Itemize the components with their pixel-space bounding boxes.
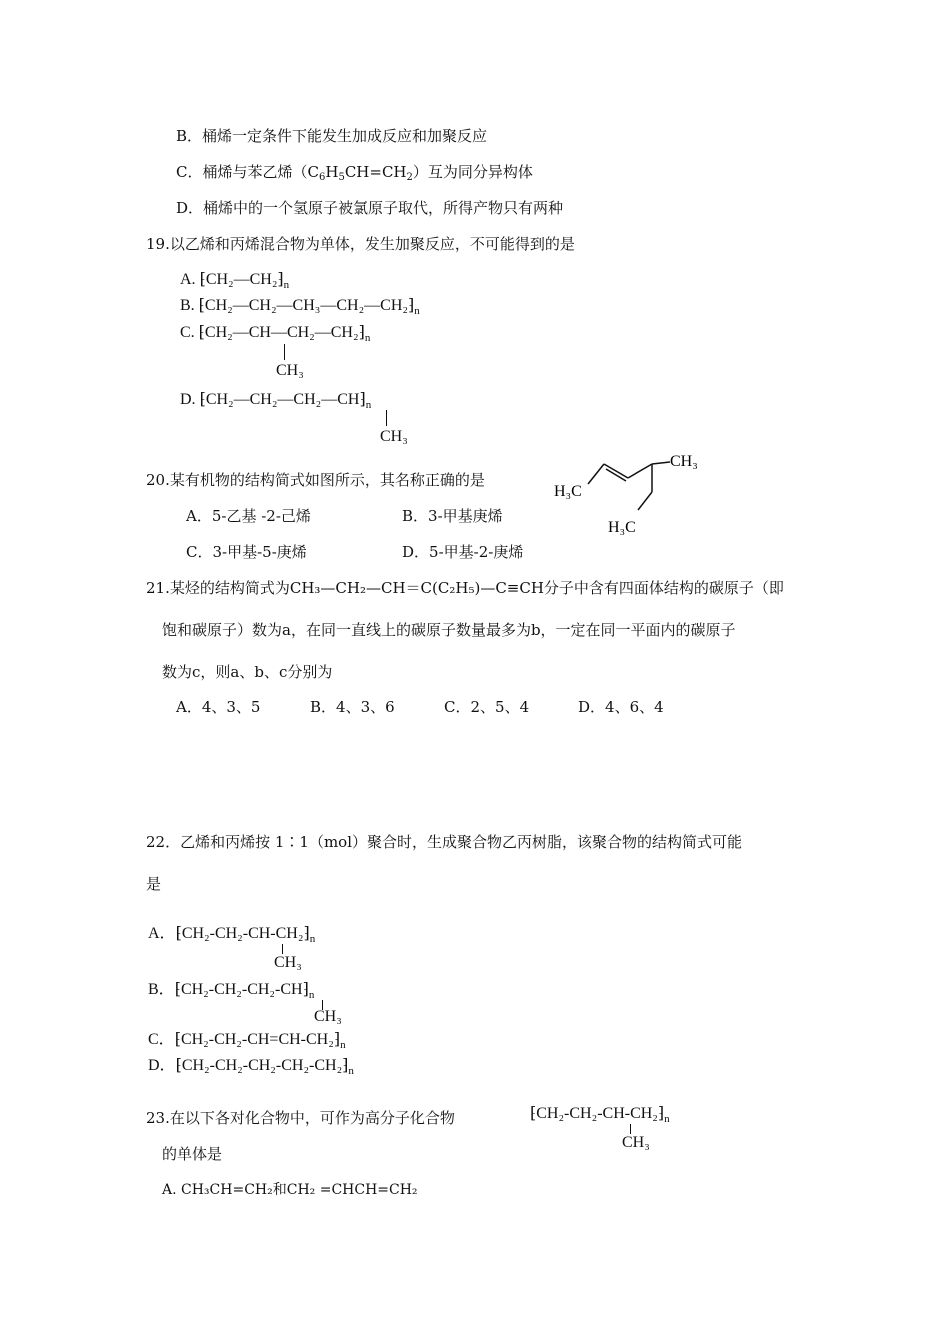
q21-option-d: D．4、6、4 [578,698,664,716]
q22-option-c: C．$⁅CH_2-CH_2-CH=CH-CH_2⁆_n$ [148,1031,346,1051]
q20-option-b: B．3-甲基庚烯 [402,507,503,525]
q20-ch3-top: CH₃ [670,453,698,470]
q22-option-b: B．$⁅CH_2-CH_2-CH_2-CH⁆_n$ [148,981,315,1001]
q19-option-d: D. $⁅CH_2—CH_2—CH_2—CH⁆_n$ [180,391,372,411]
q22-option-d: D．$⁅CH_2-CH_2-CH_2-CH_2-CH_2⁆_n$ [148,1057,354,1077]
q19-d-bond [386,410,387,426]
q20-option-a: A．5-乙基 -2-己烯 [186,507,311,525]
q20-option-c: C．3-甲基-5-庚烯 [186,543,307,561]
q18-option-c: C．桶烯与苯乙烯$(C_6H_5CH=CH_2)$互为同分异构体 [176,163,533,183]
q18-option-b: B．桶烯一定条件下能发生加成反应和加聚反应 [176,127,488,145]
q23-option-a: A. CH₃CH=CH₂和CH₂ =CHCH=CH₂ [162,1182,418,1198]
q23-line2: 的单体是 [162,1145,223,1163]
q22-b-branch: CH₃ [314,1008,342,1025]
q20-stem: 20.某有机物的结构简式如图所示，其名称正确的是 [146,471,485,489]
q22-a-bond [282,944,283,954]
q20-option-d: D．5-甲基-2-庚烯 [402,543,524,561]
q21-option-c: C．2、5、4 [444,698,530,716]
q19-option-c: C. $⁅CH_2—CH—CH_2—CH_2⁆_n$ [180,324,371,344]
q21-option-a: A．4、3、5 [176,698,261,716]
q20-structure-diagram [540,444,720,544]
q21-line1: 21.某烃的结构简式为CH₃—CH₂—CH＝C(C₂H₅)—C≡CH分子中含有四面体结构的碳原子（即 [146,579,784,597]
q19-option-b: B. $⁅CH_2—CH_2—CH_3—CH_2—CH_2⁆_n$ [180,297,420,317]
q19-d-branch: CH₃ [380,428,408,445]
q21-option-b: B．4、3、6 [310,698,395,716]
q19-option-a: A. $⁅CH_2—CH_2⁆_n$ [180,271,290,291]
q22-a-branch: CH₃ [274,954,302,971]
q22-line2: 是 [146,875,162,893]
q19-c-bond [284,344,285,360]
q21-line2: 饱和碳原子）数为a，在同一直线上的碳原子数量最多为b，一定在同一平面内的碳原子 [162,621,736,639]
q23-polymer: $⁅CH_2-CH_2-CH-CH_2⁆_n$ [530,1105,670,1125]
q22-line1: 22．乙烯和丙烯按 1∶1（mol）聚合时，生成聚合物乙丙树脂，该聚合物的结构简式可能 [146,833,742,851]
q21-line3: 数为c，则a、b、c分别为 [162,663,333,681]
q22-option-a: A．$⁅CH_2-CH_2-CH-CH_2⁆_n$ [148,925,316,945]
q20-h3c-bottom: H₃C [608,519,636,536]
q18-option-d: D．桶烯中的一个氢原子被氯原子取代，所得产物只有两种 [176,199,564,217]
q23-polymer-bond [630,1124,631,1134]
q20-h3c-left: H₃C [554,483,582,500]
q23-polymer-branch: CH₃ [622,1134,650,1151]
q19-stem: 19.以乙烯和丙烯混合物为单体，发生加聚反应，不可能得到的是 [146,235,575,253]
q23-line1: 23.在以下各对化合物中，可作为高分子化合物 [146,1109,455,1127]
q19-c-branch: CH₃ [276,362,304,379]
